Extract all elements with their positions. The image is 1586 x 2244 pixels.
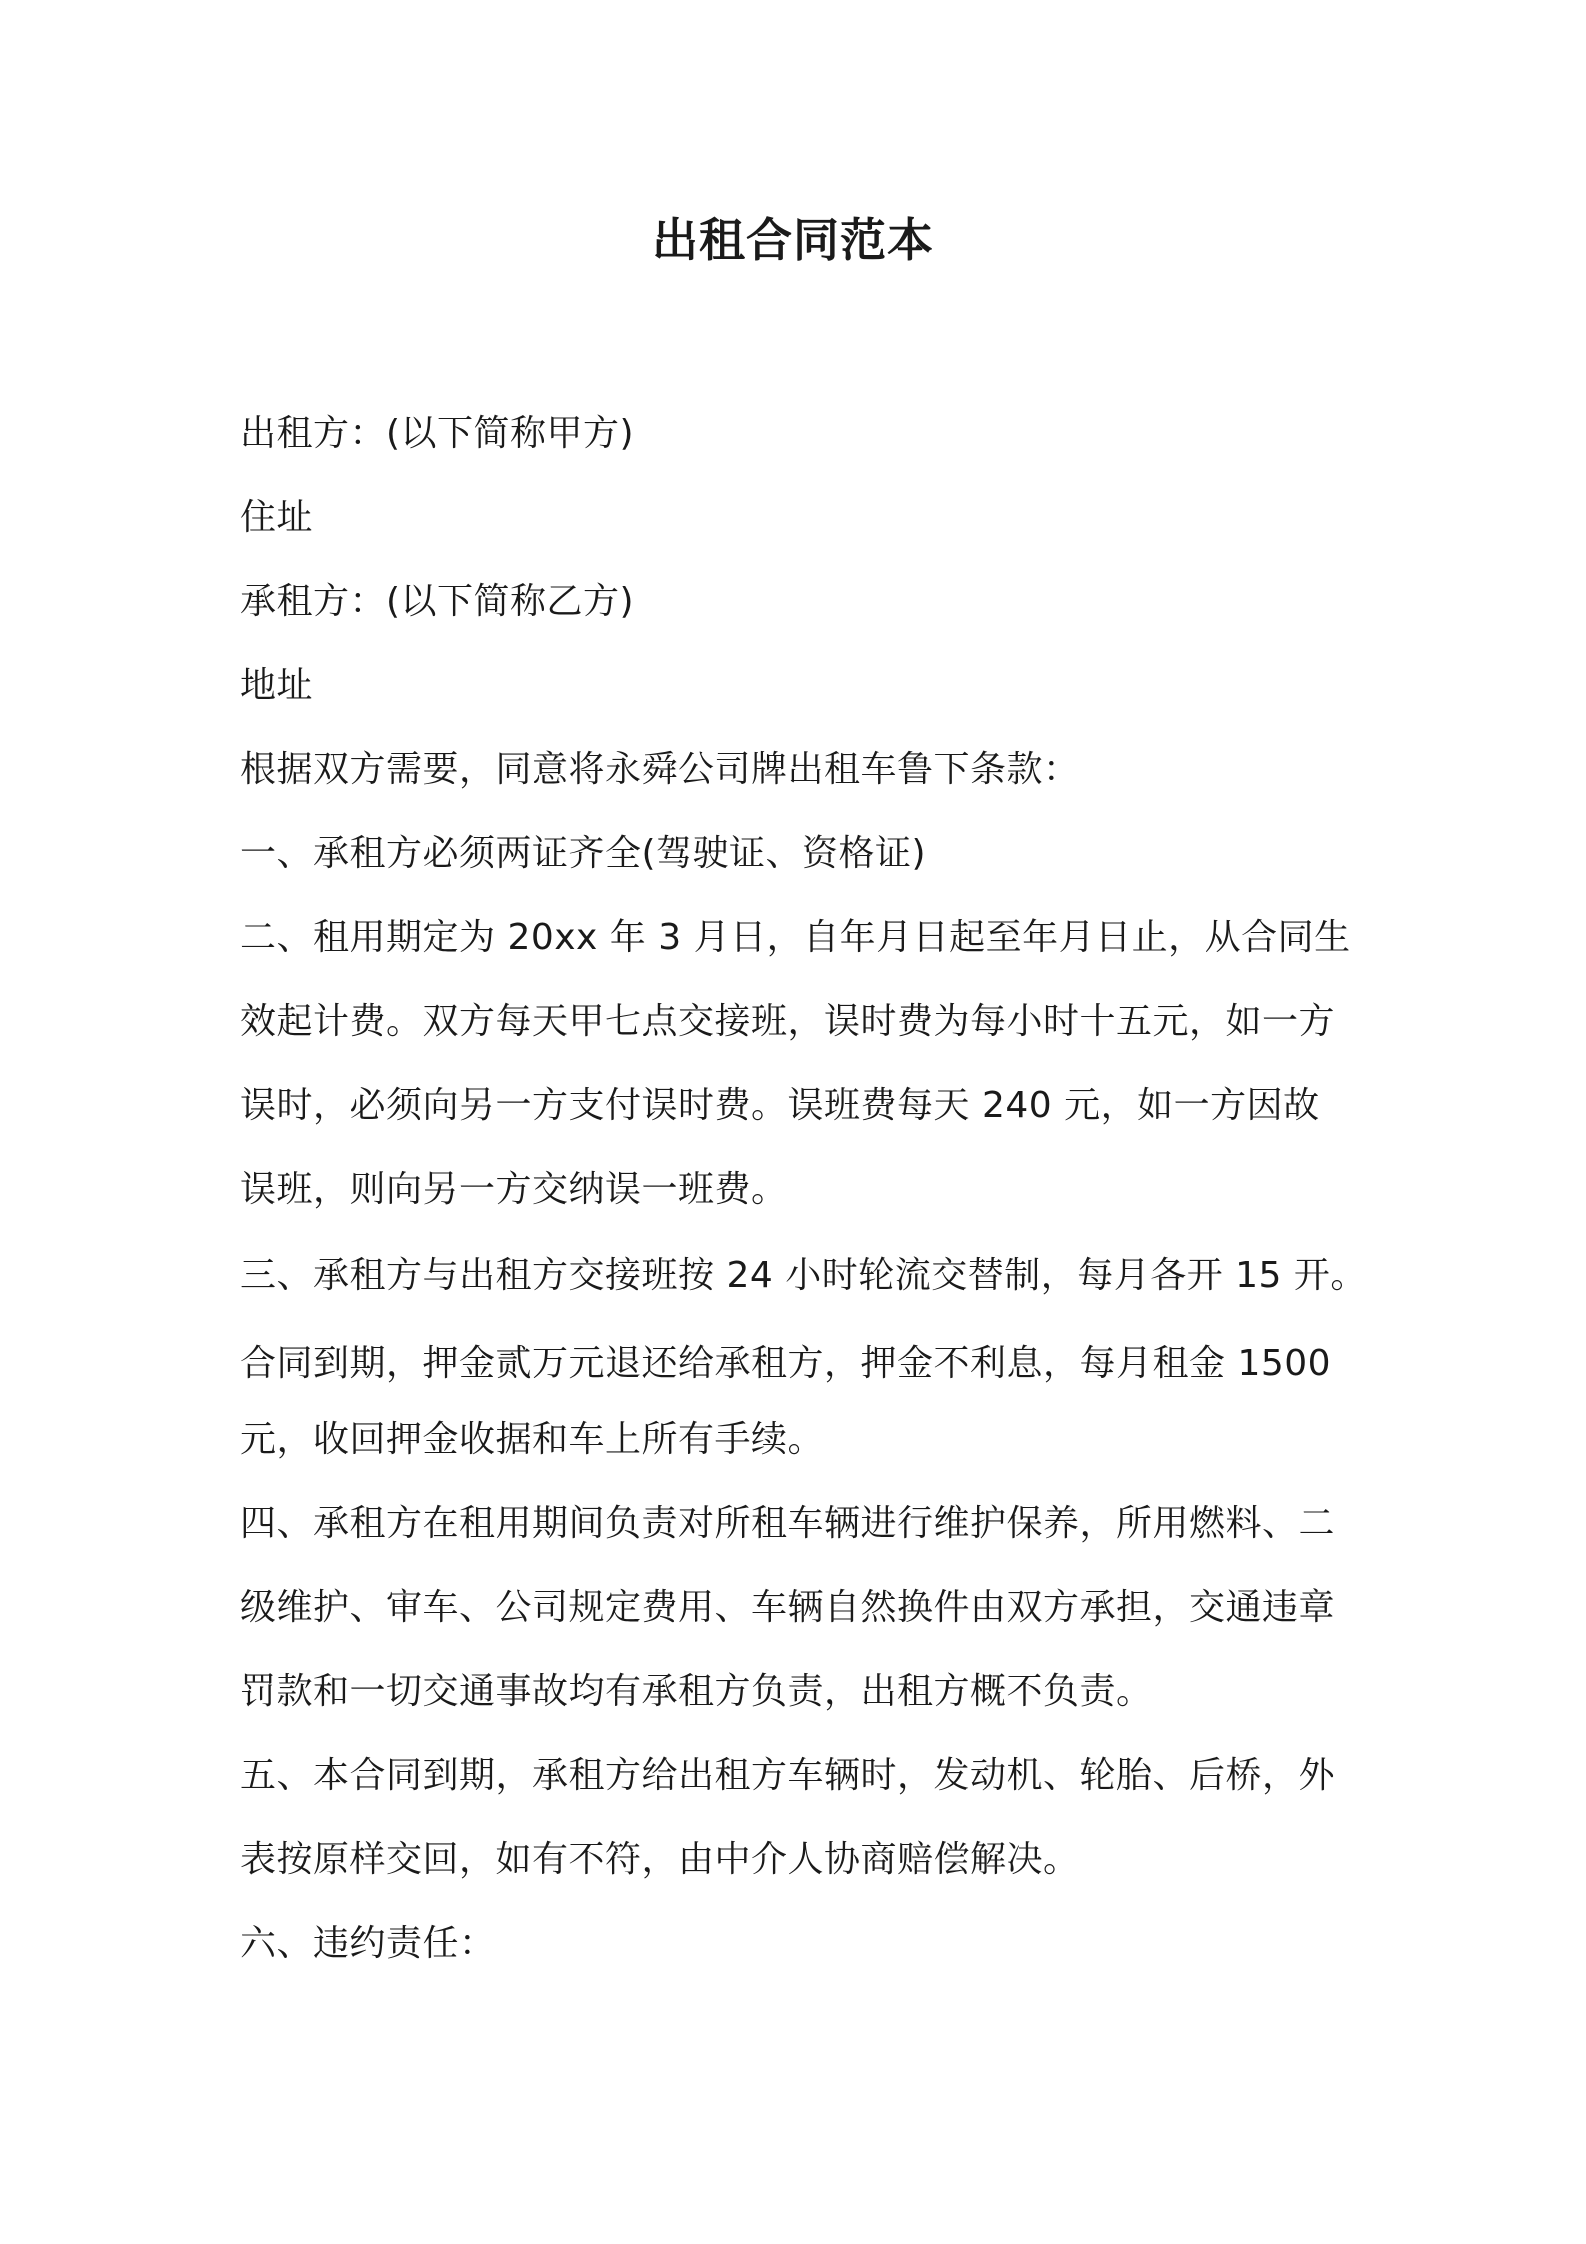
- clause-1-line: 一、承租方必须两证齐全(驾驶证、资格证): [240, 833, 927, 874]
- clause-5-line-1: 五、本合同到期，承租方给出租方车辆时，发动机、轮胎、后桥，外: [240, 1755, 1336, 1796]
- clause-3-line-3: 元，收回押金收据和车上所有手续。: [240, 1419, 825, 1460]
- clause-5-line-2: 表按原样交回，如有不符，由中介人协商赔偿解决。: [240, 1839, 1080, 1880]
- clause-3-line-2: 合同到期，押金贰万元退还给承租方，押金不利息，每月租金 1500: [240, 1343, 1332, 1384]
- clause-4-line-2: 级维护、审车、公司规定费用、车辆自然换件由双方承担，交通违章: [240, 1587, 1336, 1628]
- document-title: 出租合同范本: [652, 213, 934, 267]
- clause-2-line-4: 误班，则向另一方交纳误一班费。: [240, 1169, 788, 1210]
- party-b-address-line: 地址: [240, 665, 314, 706]
- party-a-address-line: 住址: [240, 497, 314, 538]
- clause-4-line-3: 罚款和一切交通事故均有承租方负责，出租方概不负责。: [240, 1671, 1153, 1712]
- clause-2-line-2: 效起计费。双方每天甲七点交接班，误时费为每小时十五元，如一方: [240, 1001, 1336, 1042]
- party-a-line: 出租方：(以下简称甲方): [240, 413, 635, 454]
- clause-6-line: 六、违约责任：: [240, 1923, 496, 1964]
- clause-4-line-1: 四、承租方在租用期间负责对所租车辆进行维护保养，所用燃料、二: [240, 1503, 1336, 1544]
- clause-3-line-1: 三、承租方与出租方交接班按 24 小时轮流交替制，每月各开 15 开。: [240, 1255, 1367, 1296]
- preamble-line: 根据双方需要，同意将永舜公司牌出租车鲁下条款：: [240, 749, 1080, 790]
- party-b-line: 承租方：(以下简称乙方): [240, 581, 635, 622]
- clause-2-line-3: 误时，必须向另一方支付误时费。误班费每天 240 元，如一方因故: [240, 1085, 1320, 1126]
- clause-2-line-1: 二、租用期定为 20xx 年 3 月日，自年月日起至年月日止，从合同生: [240, 917, 1351, 958]
